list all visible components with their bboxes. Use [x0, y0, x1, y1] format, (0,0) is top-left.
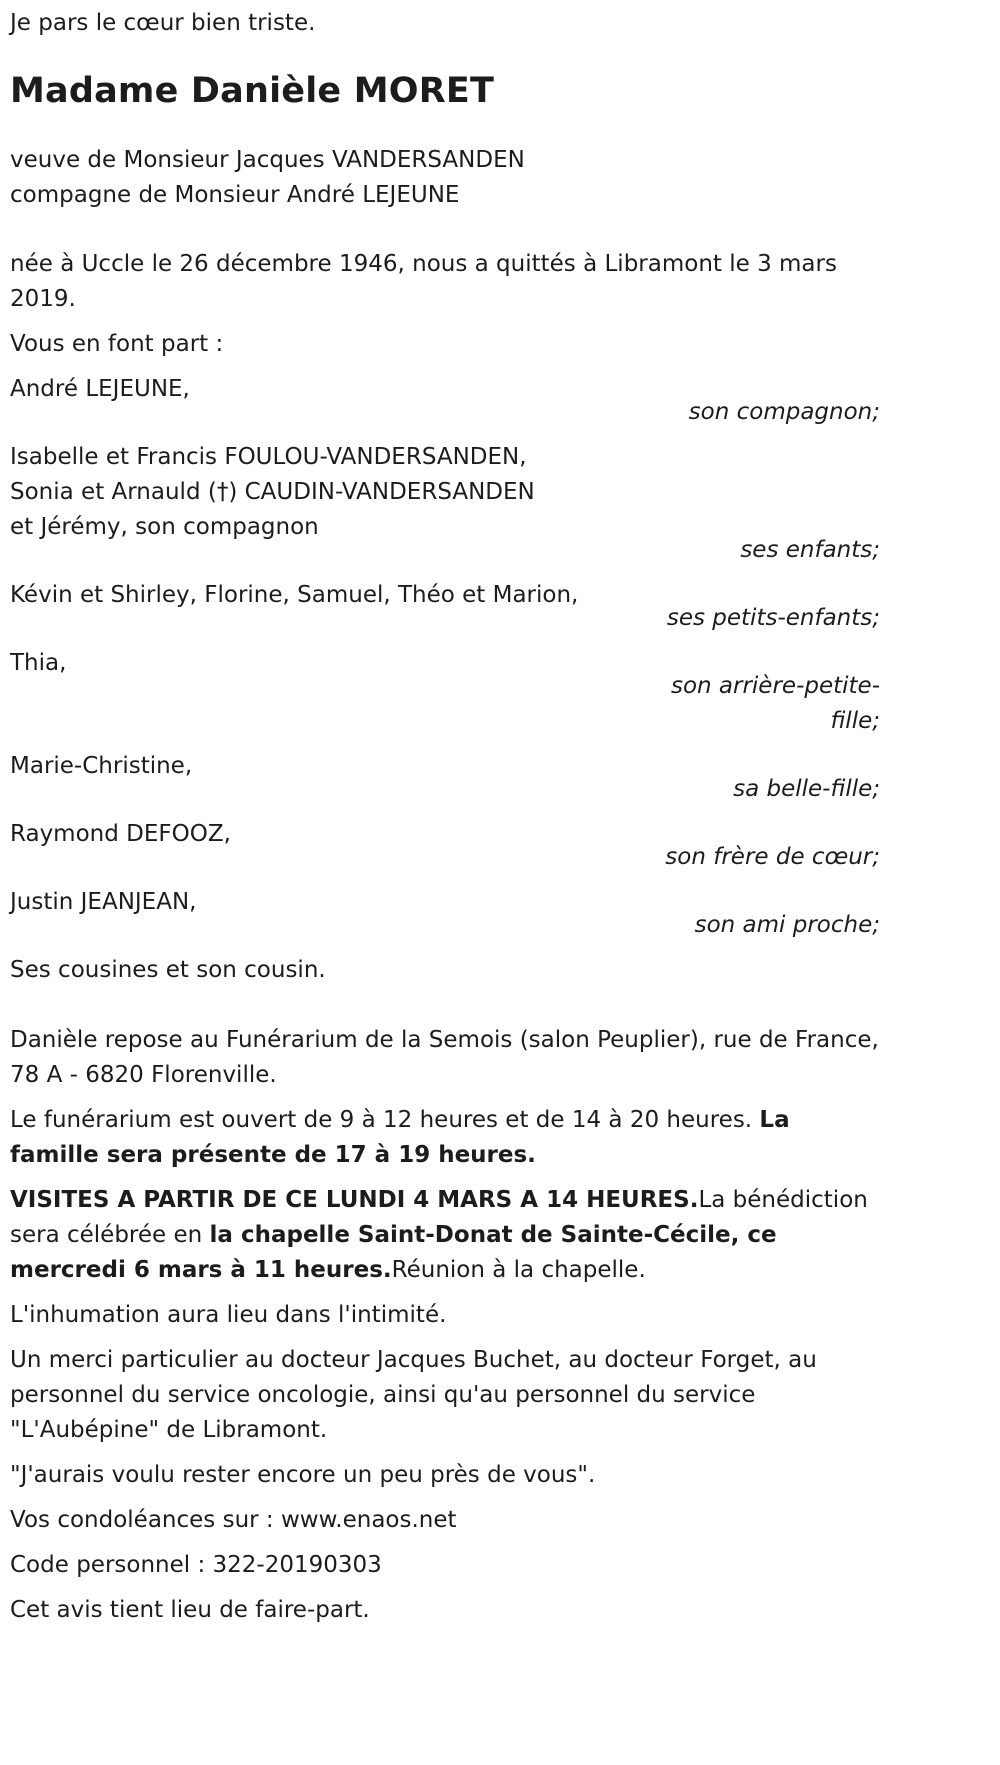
family-relation: son compagnon;: [688, 399, 880, 425]
blessing-text: La bénédiction sera célébrée en: [10, 1187, 868, 1248]
family-names: et Jérémy, son compagnon: [10, 514, 319, 540]
family-entry-great-granddaughter: [10, 646, 880, 739]
obituary-content: [10, 0, 880, 1628]
family-entry-brother-of-heart: [10, 817, 880, 875]
family-presence: La famille sera présente de 17 à 19 heures.: [10, 1107, 790, 1168]
condolences-line: Vos condoléances sur : www.enaos.net: [10, 1507, 457, 1533]
family-relation: son frère de cœur;: [665, 844, 880, 870]
family-names: Thia,: [10, 650, 67, 676]
family-relation-text: son arrière-petite-fille;: [670, 673, 880, 734]
family-names: Raymond DEFOOZ,: [10, 821, 231, 847]
visits-notice: VISITES A PARTIR DE CE LUNDI 4 MARS A 14 HEURES.: [10, 1187, 699, 1213]
family-entry-grandchildren: [10, 578, 880, 636]
family-relation: ses enfants;: [740, 537, 880, 563]
family-names: Kévin et Shirley, Florine, Samuel, Théo et Marion,: [10, 582, 579, 608]
quote-line: "J'aurais voulu rester encore un peu près de vous".: [10, 1462, 596, 1488]
family-names: Isabelle et Francis FOULOU-VANDERSANDEN,: [10, 444, 527, 470]
intro-line: Je pars le cœur bien triste.: [10, 10, 316, 36]
meeting-text: Réunion à la chapelle.: [391, 1257, 646, 1283]
visits-ceremony: [10, 1183, 880, 1288]
family-entry-close-friend: [10, 885, 880, 943]
inhumation-line: L'inhumation aura lieu dans l'intimité.: [10, 1302, 447, 1328]
deceased-name-title: Madame Danièle MORET: [10, 71, 495, 111]
family-names: Sonia et Arnauld (†) CAUDIN-VANDERSANDEN: [10, 479, 535, 505]
family-relation: ses petits-enfants;: [666, 605, 880, 631]
thanks-paragraph: Un merci particulier au docteur Jacques Buchet, au docteur Forget, au personnel du service oncologie, ainsi qu'au personnel du service "L'Aubépine" de Libramont.: [10, 1347, 817, 1443]
birth-death-line: née à Uccle le 26 décembre 1946, nous a quittés à Libramont le 3 mars 2019.: [10, 251, 837, 312]
family-relation: [670, 669, 880, 739]
closing-line: Cet avis tient lieu de faire-part.: [10, 1597, 370, 1623]
companion-line: compagne de Monsieur André LEJEUNE: [10, 182, 460, 208]
family-names: Marie-Christine,: [10, 753, 193, 779]
family-entry-children: [10, 440, 880, 568]
opening-hours: [10, 1103, 880, 1173]
announce-line: Vous en font part :: [10, 331, 224, 357]
family-names: André LEJEUNE,: [10, 376, 190, 402]
cousins-line: Ses cousines et son cousin.: [10, 957, 326, 983]
family-entry-daughter-in-law: [10, 749, 880, 807]
ceremony-location: la chapelle Saint-Donat de Sainte-Cécile, ce mercredi 6 mars à 11 heures.: [10, 1222, 777, 1283]
spouse-lines: [10, 143, 880, 213]
family-names: Justin JEANJEAN,: [10, 889, 197, 915]
family-relation: sa belle-fille;: [733, 776, 880, 802]
family-entry-companion: [10, 372, 880, 430]
widow-line: veuve de Monsieur Jacques VANDERSANDEN: [10, 147, 525, 173]
personal-code-line: Code personnel : 322-20190303: [10, 1552, 382, 1578]
opening-hours-text: Le funérarium est ouvert de 9 à 12 heures et de 14 à 20 heures.: [10, 1107, 760, 1133]
family-relation: son ami proche;: [694, 912, 880, 938]
repose-line: Danièle repose au Funérarium de la Semois (salon Peuplier), rue de France, 78 A - 6820 Florenville.: [10, 1027, 879, 1088]
